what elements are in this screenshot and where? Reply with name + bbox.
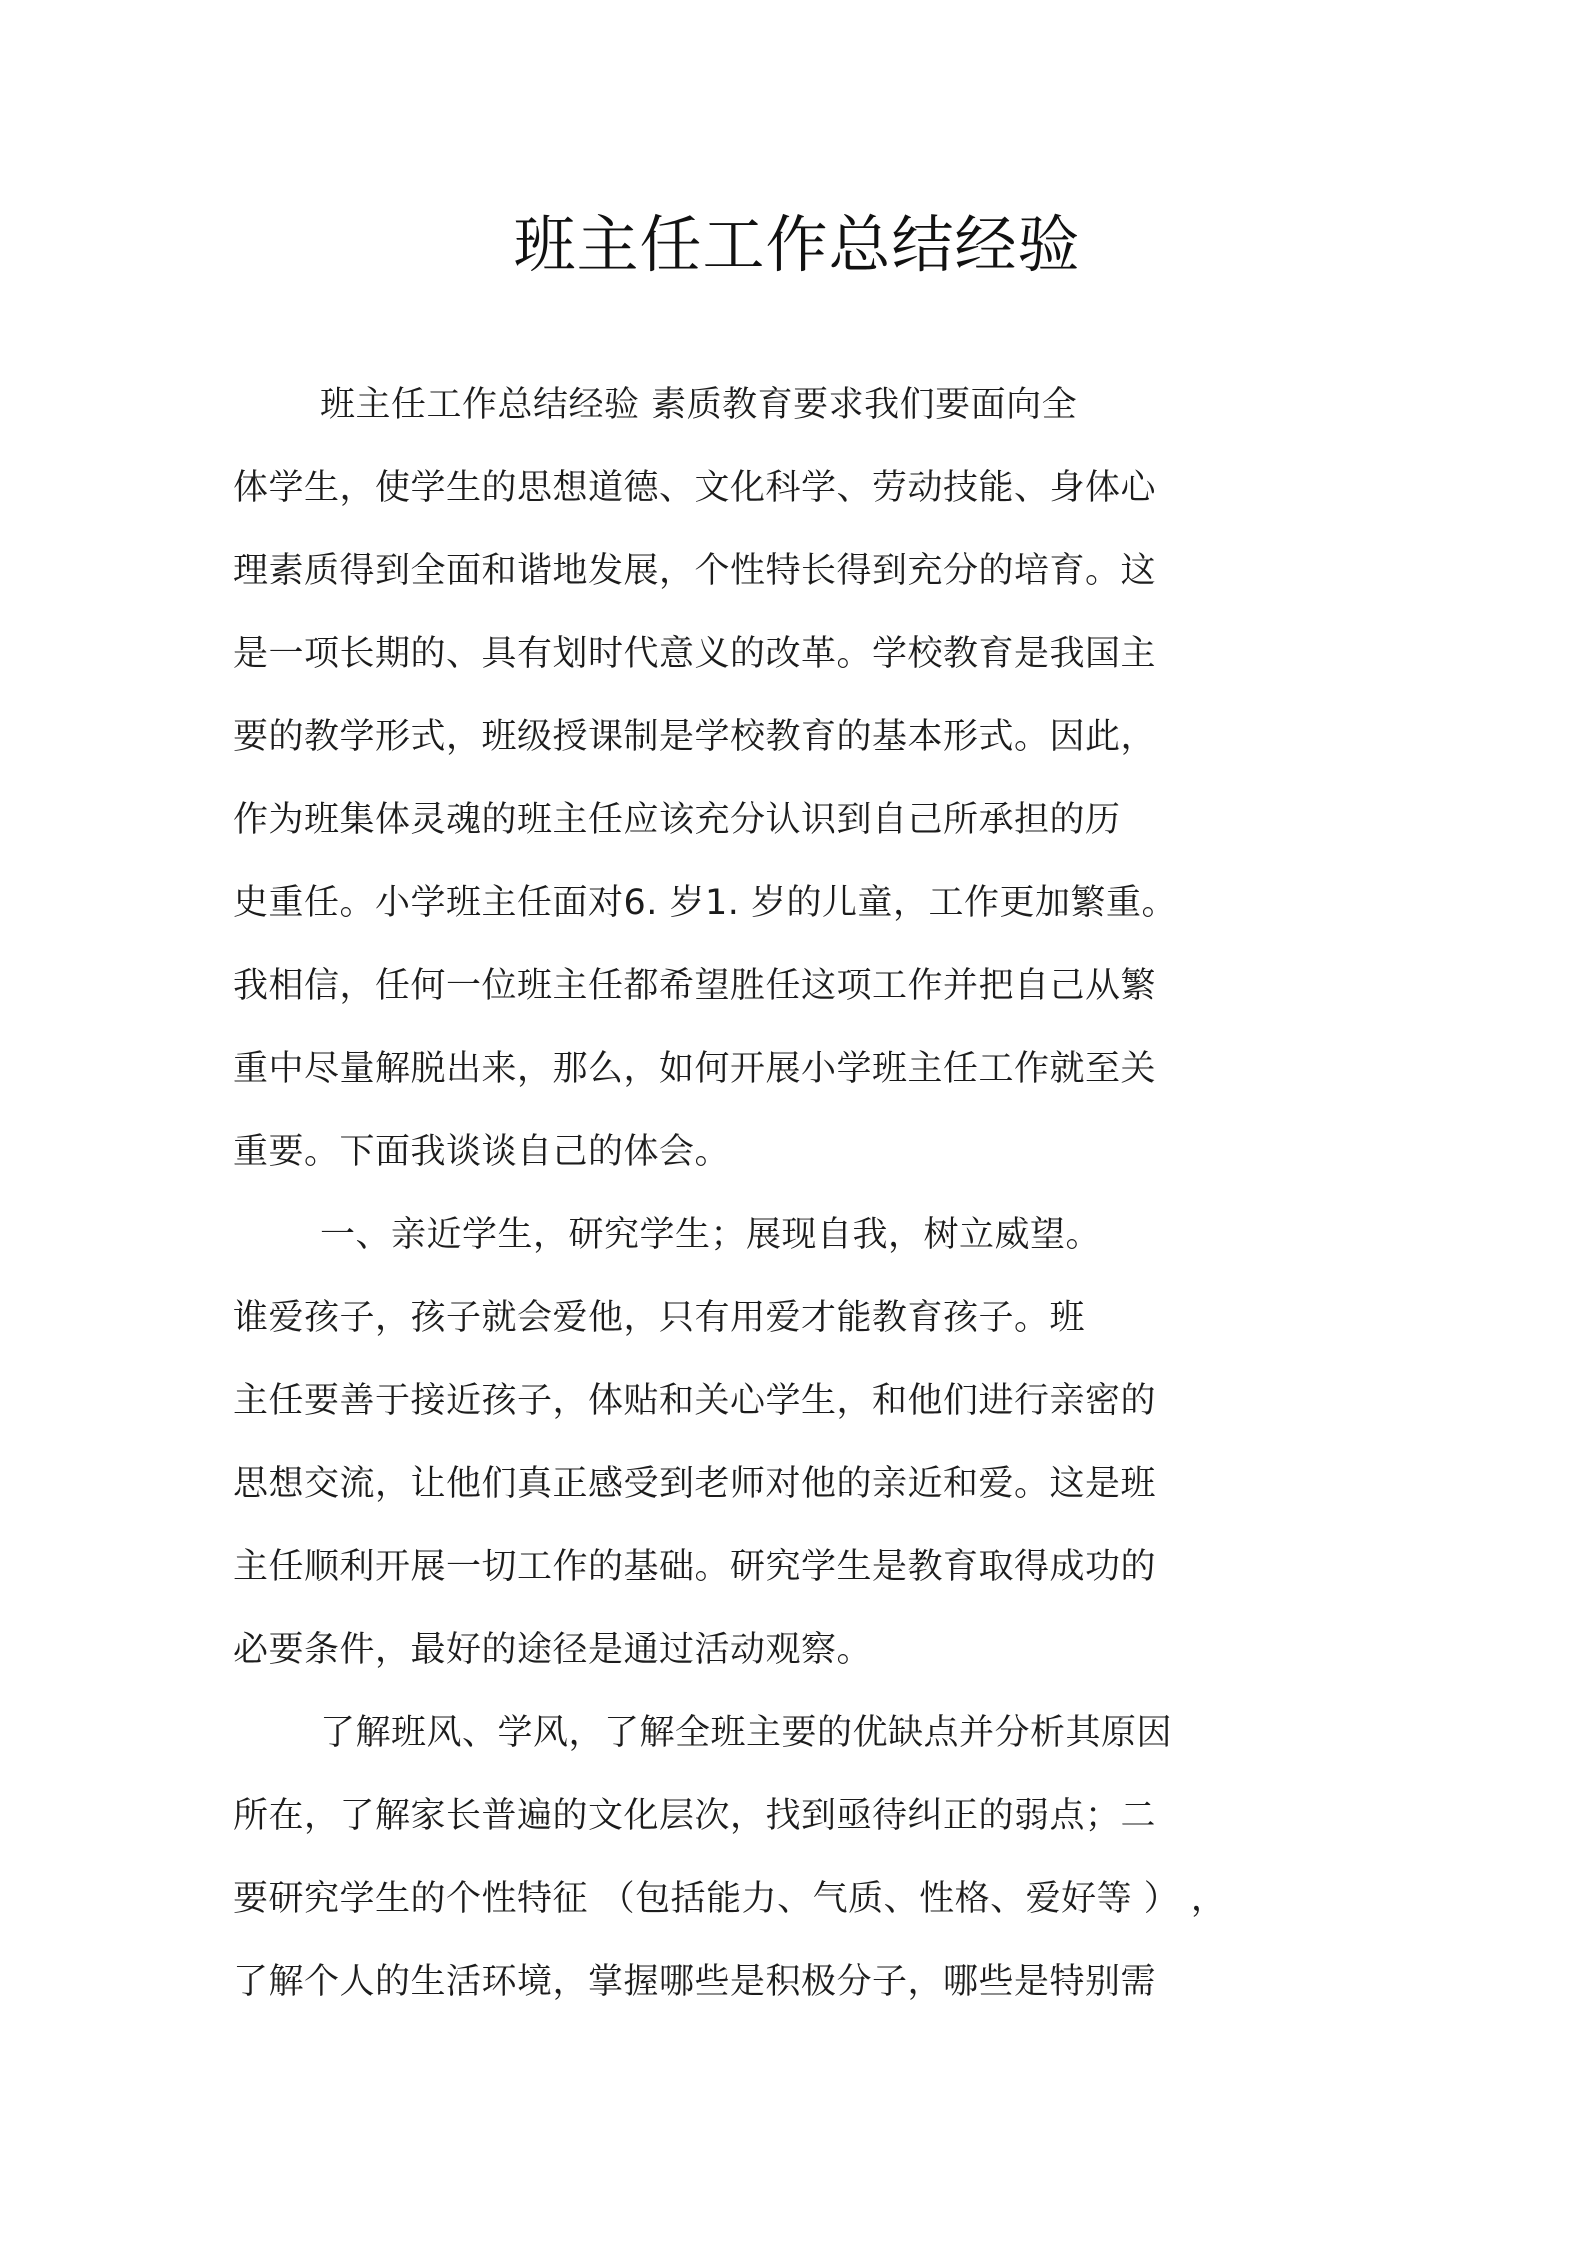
paragraph-line: 必要条件，最好的途径是通过活动观察。: [233, 1630, 873, 1670]
paragraph-line: 史重任。小学班主任面对6. 岁1. 岁的儿童，工作更加繁重。: [233, 883, 1178, 923]
paragraph-line: 是一项长期的、具有划时代意义的改革。学校教育是我国主: [233, 634, 1157, 674]
paragraph-line: 主任顺利开展一切工作的基础。研究学生是教育取得成功的: [233, 1547, 1157, 1587]
paragraph-line: 所在，了解家长普遍的文化层次，找到亟待纠正的弱点；二: [233, 1796, 1157, 1836]
paragraph-line: 了解个人的生活环境，掌握哪些是积极分子，哪些是特别需: [233, 1962, 1157, 2002]
paragraph-line: 思想交流，让他们真正感受到老师对他的亲近和爱。这是班: [233, 1464, 1157, 1504]
paragraph-line: 要研究学生的个性特征 （包括能力、气质、性格、爱好等 ） ，: [233, 1879, 1227, 1919]
paragraph-line: 班主任工作总结经验 素质教育要求我们要面向全: [320, 385, 1078, 425]
paragraph-line: 了解班风、学风，了解全班主要的优缺点并分析其原因: [320, 1713, 1173, 1753]
paragraph-line: 作为班集体灵魂的班主任应该充分认识到自己所承担的历: [233, 800, 1121, 840]
paragraph-line: 要的教学形式，班级授课制是学校教育的基本形式。因此，: [233, 717, 1157, 757]
section-heading: 一、亲近学生，研究学生；展现自我，树立威望。: [320, 1215, 1102, 1255]
document-title: 班主任工作总结经验: [513, 208, 1081, 281]
paragraph-line: 重中尽量解脱出来，那么，如何开展小学班主任工作就至关: [233, 1049, 1157, 1089]
paragraph-line: 重要。下面我谈谈自己的体会。: [233, 1132, 731, 1172]
paragraph-line: 我相信，任何一位班主任都希望胜任这项工作并把自己从繁: [233, 966, 1157, 1006]
paragraph-line: 谁爱孩子，孩子就会爱他，只有用爱才能教育孩子。班: [233, 1298, 1086, 1338]
paragraph-line: 主任要善于接近孩子，体贴和关心学生，和他们进行亲密的: [233, 1381, 1157, 1421]
paragraph-line: 体学生，使学生的思想道德、文化科学、劳动技能、身体心: [233, 468, 1157, 508]
paragraph-line: 理素质得到全面和谐地发展，个性特长得到充分的培育。这: [233, 551, 1157, 591]
